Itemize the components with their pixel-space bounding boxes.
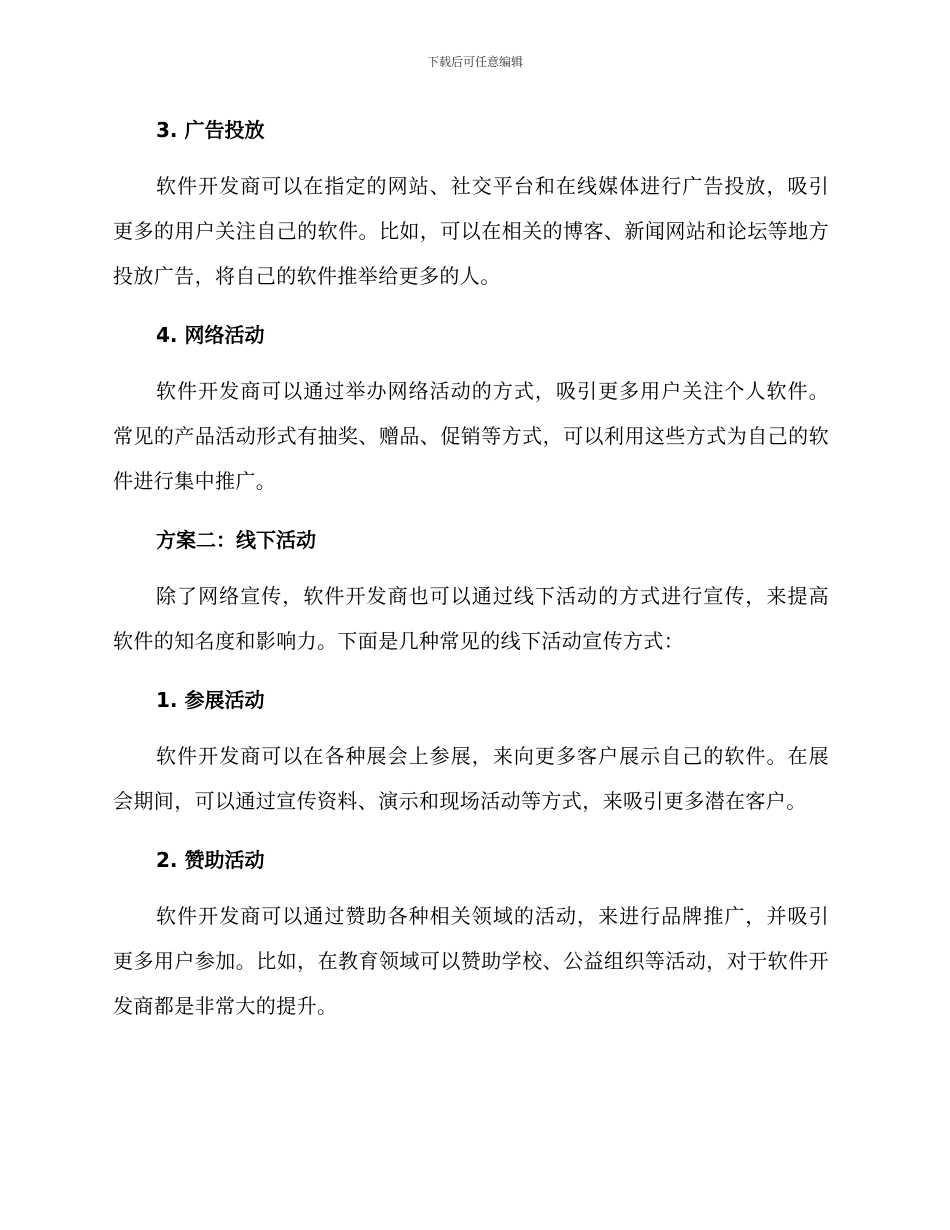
section-heading: 方案二：线下活动 — [156, 528, 316, 552]
section-heading: 3. 广告投放 — [156, 118, 265, 142]
section-paragraph: 除了网络宣传，软件开发商也可以通过线下活动的方式进行宣传，来提高软件的知名度和影响力。下面是几种常见的线下活动宣传方式： — [113, 584, 829, 653]
section-paragraph: 软件开发商可以通过赞助各种相关领域的活动，来进行品牌推广，并吸引更多用户参加。比如，在教育领域可以赞助学校、公益组织等活动，对于软件开发商都是非常大的提升。 — [113, 904, 829, 1018]
page-header: 下载后可任意编辑 — [426, 55, 523, 69]
section-paragraph: 软件开发商可以通过举办网络活动的方式，吸引更多用户关注个人软件。常见的产品活动形式有抽奖、赠品、促销等方式，可以利用这些方式为自己的软件进行集中推广。 — [113, 379, 829, 493]
section-heading: 2. 赞助活动 — [156, 848, 265, 872]
section-paragraph: 软件开发商可以在各种展会上参展，来向更多客户展示自己的软件。在展会期间，可以通过宣传资料、演示和现场活动等方式，来吸引更多潜在客户。 — [113, 744, 829, 813]
document-body — [113, 110, 829, 1029]
section-heading: 4. 网络活动 — [156, 323, 265, 347]
section-paragraph: 软件开发商可以在指定的网站、社交平台和在线媒体进行广告投放，吸引更多的用户关注自己的软件。比如，可以在相关的博客、新闻网站和论坛等地方投放广告，将自己的软件推举给更多的人。 — [113, 174, 829, 288]
section-heading: 1. 参展活动 — [156, 688, 265, 712]
